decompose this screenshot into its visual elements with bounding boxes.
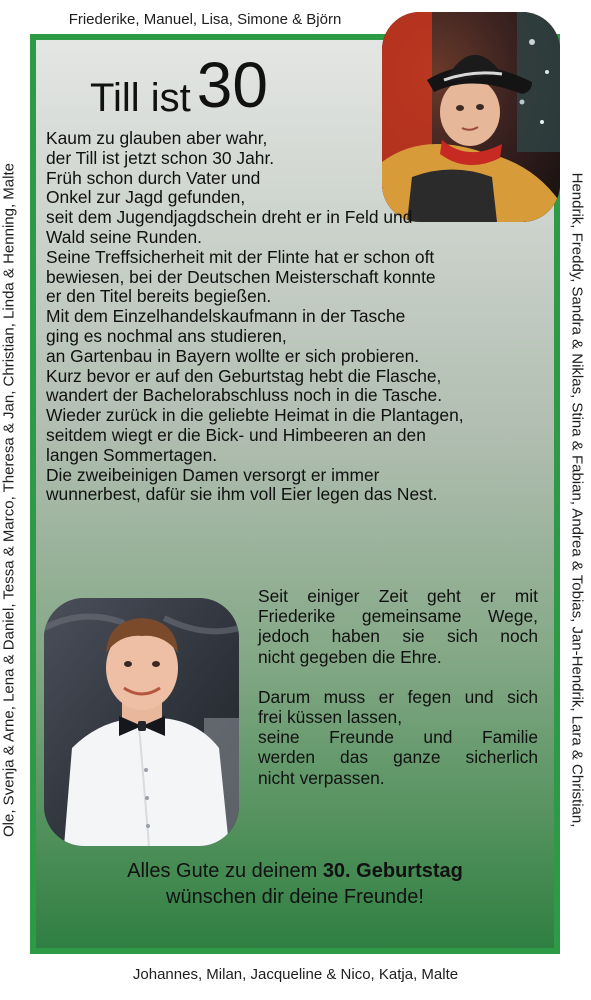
poem-line: Kurz bevor er auf den Geburtstag hebt die Flasche, <box>46 365 442 386</box>
adult-photo-image <box>44 598 239 846</box>
adult-photo <box>44 598 239 846</box>
poem2-line: seine Freunde und Familie <box>258 727 538 748</box>
poem-line: langen Sommertagen. <box>46 444 218 465</box>
greeting-line-1 <box>36 858 554 884</box>
poem-continuation <box>258 586 538 788</box>
poem-line: an Gartenbau in Bayern wollte er sich probieren. <box>46 345 420 366</box>
names-right: Hendrik, Freddy, Sandra & Niklas, Stina & Fabian, Andrea & Tobias, Jan-Hendrik, Lara & Christian, <box>568 172 586 828</box>
poem-line: Kaum zu glauben aber wahr, <box>46 128 268 148</box>
poem-line: wandert der Bachelorabschluss noch in die Tasche. <box>46 385 443 406</box>
headline <box>90 48 268 121</box>
poem-line: Wieder zurück in die geliebte Heimat in die Plantagen, <box>46 405 464 426</box>
names-top: Friederike, Manuel, Lisa, Simone & Björn <box>68 11 342 28</box>
greeting-bold: 30. Geburtstag <box>322 860 463 882</box>
poem2-line: frei küssen lassen, <box>258 707 403 728</box>
names-bottom: Johannes, Milan, Jacqueline & Nico, Katja, Malte <box>132 966 459 983</box>
poem-line: seitdem wiegt er die Bick- und Himbeeren an den <box>46 424 426 445</box>
poem-line: ging es nochmal ans studieren, <box>46 325 287 346</box>
greeting-prefix: Alles Gute zu deinem <box>127 860 318 882</box>
headline-number: 30 <box>196 49 268 121</box>
greeting <box>36 858 554 910</box>
poem-line: Wald seine Runden. <box>46 226 202 247</box>
poem-line: Die zweibeinigen Damen versorgt er immer <box>46 464 380 485</box>
poem-line: Früh schon durch Vater und <box>46 167 261 188</box>
poem2-line: Friederike gemeinsame Wege, <box>258 606 538 627</box>
poem-line: er den Titel bereits begießen. <box>46 286 272 307</box>
poem2-line: werden das ganze sicherlich <box>258 747 538 768</box>
names-left: Ole, Svenja & Arne, Lena & Daniel, Tessa & Marco, Theresa & Jan, Christian, Linda & Henning, Malte <box>0 163 18 837</box>
poem <box>46 129 546 505</box>
poem-line: Onkel zur Jagd gefunden, <box>46 187 246 208</box>
poem2-line: jedoch haben sie sich noch <box>258 626 538 647</box>
poem-line: wunnerbest, dafür sie ihm voll Eier legen das Nest. <box>46 484 438 505</box>
poem-line: Mit dem Einzelhandelskaufmann in der Tasche <box>46 306 406 327</box>
poem2-line: Seit einiger Zeit geht er mit <box>258 586 538 606</box>
poem-line: bewiesen, bei der Deutschen Meisterschaft konnte <box>46 266 436 287</box>
headline-prefix: Till ist <box>90 76 191 120</box>
poem2-line: Darum muss er fegen und sich <box>258 686 538 707</box>
greeting-line-2: wünschen dir deine Freunde! <box>166 886 424 908</box>
poem2-line: nicht verpassen. <box>258 767 385 788</box>
paragraph-gap <box>258 667 538 687</box>
poem-line: seit dem Jugendjagdschein dreht er in Feld und <box>46 207 413 228</box>
poem-line: der Till ist jetzt schon 30 Jahr. <box>46 147 275 168</box>
poem-line: Seine Treffsicherheit mit der Flinte hat er schon oft <box>46 246 435 267</box>
poem2-line: nicht gegeben die Ehre. <box>258 646 442 667</box>
